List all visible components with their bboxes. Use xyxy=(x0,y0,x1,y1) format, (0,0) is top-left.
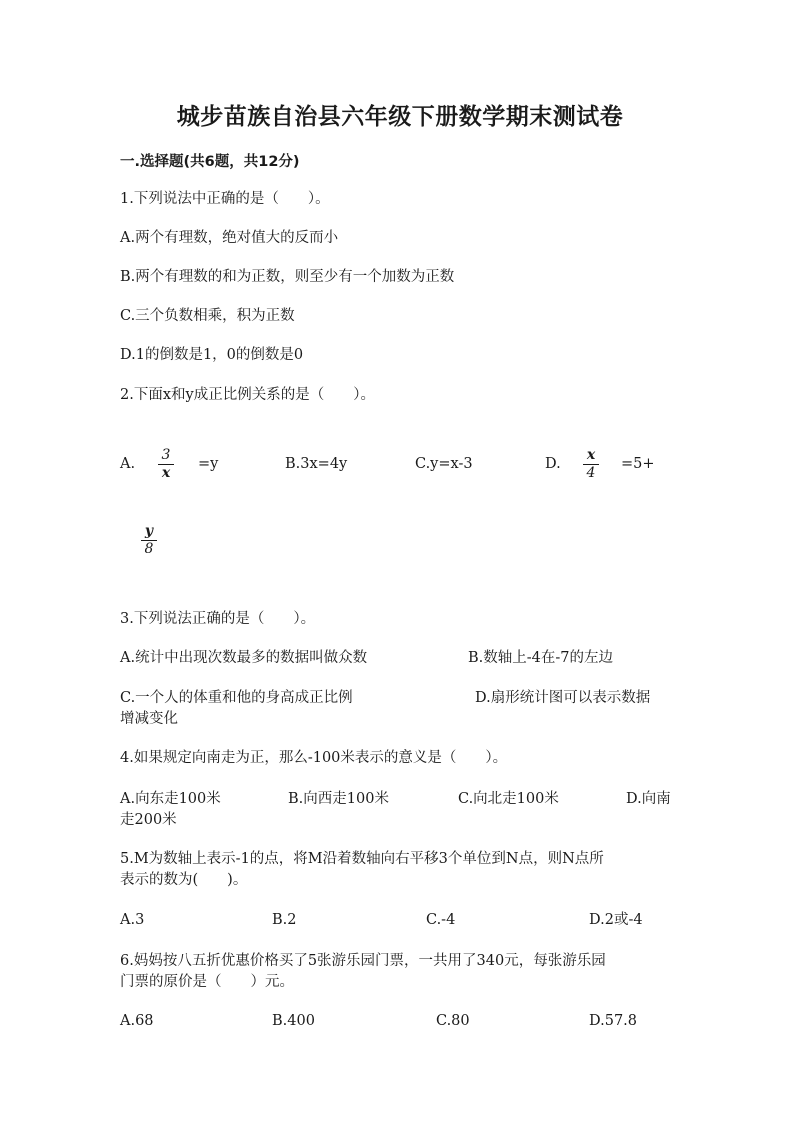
fraction-denominator: x xyxy=(161,465,171,481)
fraction-numerator: x xyxy=(586,447,596,463)
question-3-option-d: D.扇形统计图可以表示数据 xyxy=(475,690,651,706)
question-4-option-d: D.向南 xyxy=(626,791,671,807)
section-heading: 一.选择题(共6题，共12分) xyxy=(120,154,300,170)
question-1-option-a: A.两个有理数，绝对值大的反而小 xyxy=(120,230,339,246)
question-4-option-b: B.向西走100米 xyxy=(288,791,389,807)
question-2-option-c: C.y=x-3 xyxy=(415,456,473,472)
question-3-option-b: B.数轴上-4在-7的左边 xyxy=(468,650,614,666)
question-5-stem-line-2: 表示的数为( )。 xyxy=(120,872,248,888)
question-2-stem: 2.下面x和y成正比例关系的是（ ）。 xyxy=(120,387,375,403)
question-6-option-b: B.400 xyxy=(272,1013,315,1029)
question-2-option-b: B.3x=4y xyxy=(285,456,348,472)
question-3-stem: 3.下列说法正确的是（ ）。 xyxy=(120,611,316,627)
question-4-stem: 4.如果规定向南走为正，那么-100米表示的意义是（ ）。 xyxy=(120,750,508,766)
fraction-numerator: 3 xyxy=(161,447,171,463)
question-6-stem-line-2: 门票的原价是（ ）元。 xyxy=(120,974,294,990)
question-5-option-d: D.2或-4 xyxy=(589,912,643,928)
question-4-option-d-continued: 走200米 xyxy=(120,812,177,828)
question-5-option-c: C.-4 xyxy=(426,912,456,928)
question-1-stem: 1.下列说法中正确的是（ ）。 xyxy=(120,191,330,207)
page-title: 城步苗族自治县六年级下册数学期末测试卷 xyxy=(176,104,624,130)
question-3-option-a: A.统计中出现次数最多的数据叫做众数 xyxy=(120,650,368,666)
question-2-option-d-tail: =5+ xyxy=(621,456,655,472)
question-4-option-c: C.向北走100米 xyxy=(458,791,559,807)
question-1-option-d: D.1的倒数是1，0的倒数是0 xyxy=(120,347,304,363)
fraction-denominator: 8 xyxy=(144,541,154,557)
question-1-option-b: B.两个有理数的和为正数，则至少有一个加数为正数 xyxy=(120,269,455,285)
question-2-option-a-tail: =y xyxy=(198,456,219,472)
question-3-option-c: C.一个人的体重和他的身高成正比例 xyxy=(120,690,353,706)
question-4-option-a: A.向东走100米 xyxy=(120,791,221,807)
fraction-denominator: 4 xyxy=(586,465,596,481)
question-3-option-d-continued: 增减变化 xyxy=(120,711,178,727)
question-2-option-a-fraction xyxy=(158,448,174,481)
question-6-option-c: C.80 xyxy=(436,1013,470,1029)
question-5-option-b: B.2 xyxy=(272,912,297,928)
fraction-numerator: y xyxy=(144,523,154,539)
question-2-option-a-label: A. xyxy=(120,456,136,472)
question-2-option-d-label: D. xyxy=(545,456,561,472)
question-5-option-a: A.3 xyxy=(120,912,145,928)
question-6-option-d: D.57.8 xyxy=(589,1013,638,1029)
question-1-option-c: C.三个负数相乘，积为正数 xyxy=(120,308,295,324)
question-6-stem-line-1: 6.妈妈按八五折优惠价格买了5张游乐园门票，一共用了340元，每张游乐园 xyxy=(120,953,606,969)
question-2-option-d-fraction-2 xyxy=(141,524,157,557)
question-2-option-d-fraction xyxy=(583,448,599,481)
question-5-stem-line-1: 5.M为数轴上表示-1的点，将M沿着数轴向右平移3个单位到N点，则N点所 xyxy=(120,851,604,867)
question-6-option-a: A.68 xyxy=(120,1013,154,1029)
